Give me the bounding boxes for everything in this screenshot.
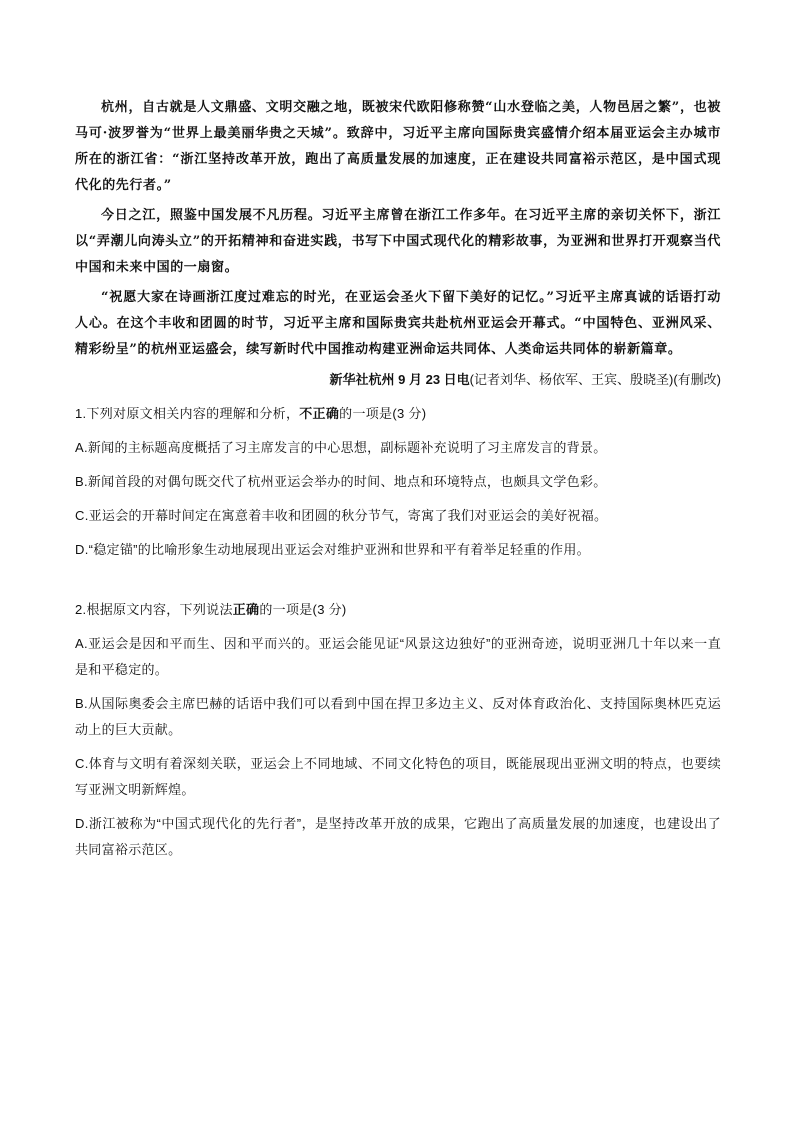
question-2-stem-points: 的一项是(3 分) [259, 602, 347, 617]
question-2 [75, 597, 721, 863]
question-1-option-a: A.新闻的主标题高度概括了习主席发言的中心思想，副标题补充说明了习主席发言的背景。 [75, 440, 607, 455]
passage-paragraph-3: “祝愿大家在诗画浙江度过难忘的时光，在亚运会圣火下留下美好的记忆。”习近平主席真诚的话语打动人心。在这个丰收和团圆的时节，习近平主席和国际贵宾共赴杭州亚运会开幕式。“中国特色、亚洲风采、精彩纷呈”的杭州亚运盛会，续写新时代中国推动构建亚洲命运共同体、人类命运共同体的崭新篇章。 [75, 290, 721, 357]
question-1-stem-emphasis: 不正确 [299, 406, 340, 421]
question-2-option-a: A.亚运会是因和平而生、因和平而兴的。亚运会能见证“风景这边独好”的亚洲奇迹，说明亚洲几十年以来一直是和平稳定的。 [75, 636, 721, 677]
source-reporters: (记者刘华、杨依军、王宾、殷晓圣)(有删改) [469, 372, 721, 387]
question-1-stem-points: 的一项是(3 分) [339, 406, 427, 421]
question-2-stem [75, 597, 721, 623]
question-1 [75, 401, 721, 563]
question-1-stem-text: 1.下列对原文相关内容的理解和分析， [75, 406, 300, 421]
question-spacer [75, 571, 721, 597]
question-2-option-b: B.从国际奥委会主席巴赫的话语中我们可以看到中国在捍卫多边主义、反对体育政治化、支持国际奥林匹克运动上的巨大贡献。 [75, 696, 721, 737]
document-page [75, 95, 721, 871]
question-2-option-d: D.浙江被称为“中国式现代化的先行者”，是坚持改革开放的成果，它跑出了高质量发展的加速度，也建设出了共同富裕示范区。 [75, 816, 721, 857]
question-1-option-b: B.新闻首段的对偶句既交代了杭州亚运会举办的时间、地点和环境特点，也颇具文学色彩。 [75, 474, 607, 489]
source-agency-dateline: 新华社杭州 9 月 23 日电 [329, 372, 470, 387]
article-passage [75, 95, 721, 363]
passage-paragraph-2: 今日之江，照鉴中国发展不凡历程。习近平主席曾在浙江工作多年。在习近平主席的亲切关怀下，浙江以“弄潮儿向涛头立”的开拓精神和奋进实践，书写下中国式现代化的精彩故事，为亚洲和世界打开观察当代中国和未来中国的一扇窗。 [75, 208, 721, 275]
article-source-line [75, 367, 721, 393]
question-1-option-c: C.亚运会的开幕时间定在寓意着丰收和团圆的秋分节气，寄寓了我们对亚运会的美好祝福。 [75, 508, 608, 523]
question-2-stem-emphasis: 正确 [232, 602, 260, 617]
question-1-option-d: D.“稳定锚”的比喻形象生动地展现出亚运会对维护亚洲和世界和平有着举足轻重的作用。 [75, 542, 590, 557]
question-1-stem [75, 401, 721, 427]
question-2-option-c: C.体育与文明有着深刻关联，亚运会上不同地域、不同文化特色的项目，既能展现出亚洲文明的特点，也要续写亚洲文明新辉煌。 [75, 756, 721, 797]
question-2-stem-text: 2.根据原文内容，下列说法 [75, 602, 233, 617]
passage-paragraph-1: 杭州，自古就是人文鼎盛、文明交融之地，既被宋代欧阳修称赞“山水登临之美，人物邑居之繁”，也被马可·波罗誉为“世界上最美丽华贵之天城”。致辞中，习近平主席向国际贵宾盛情介绍本届亚运会主办城市所在的浙江省：“浙江坚持改革开放，跑出了高质量发展的加速度，正在建设共同富裕示范区，是中国式现代化的先行者。” [75, 100, 721, 193]
